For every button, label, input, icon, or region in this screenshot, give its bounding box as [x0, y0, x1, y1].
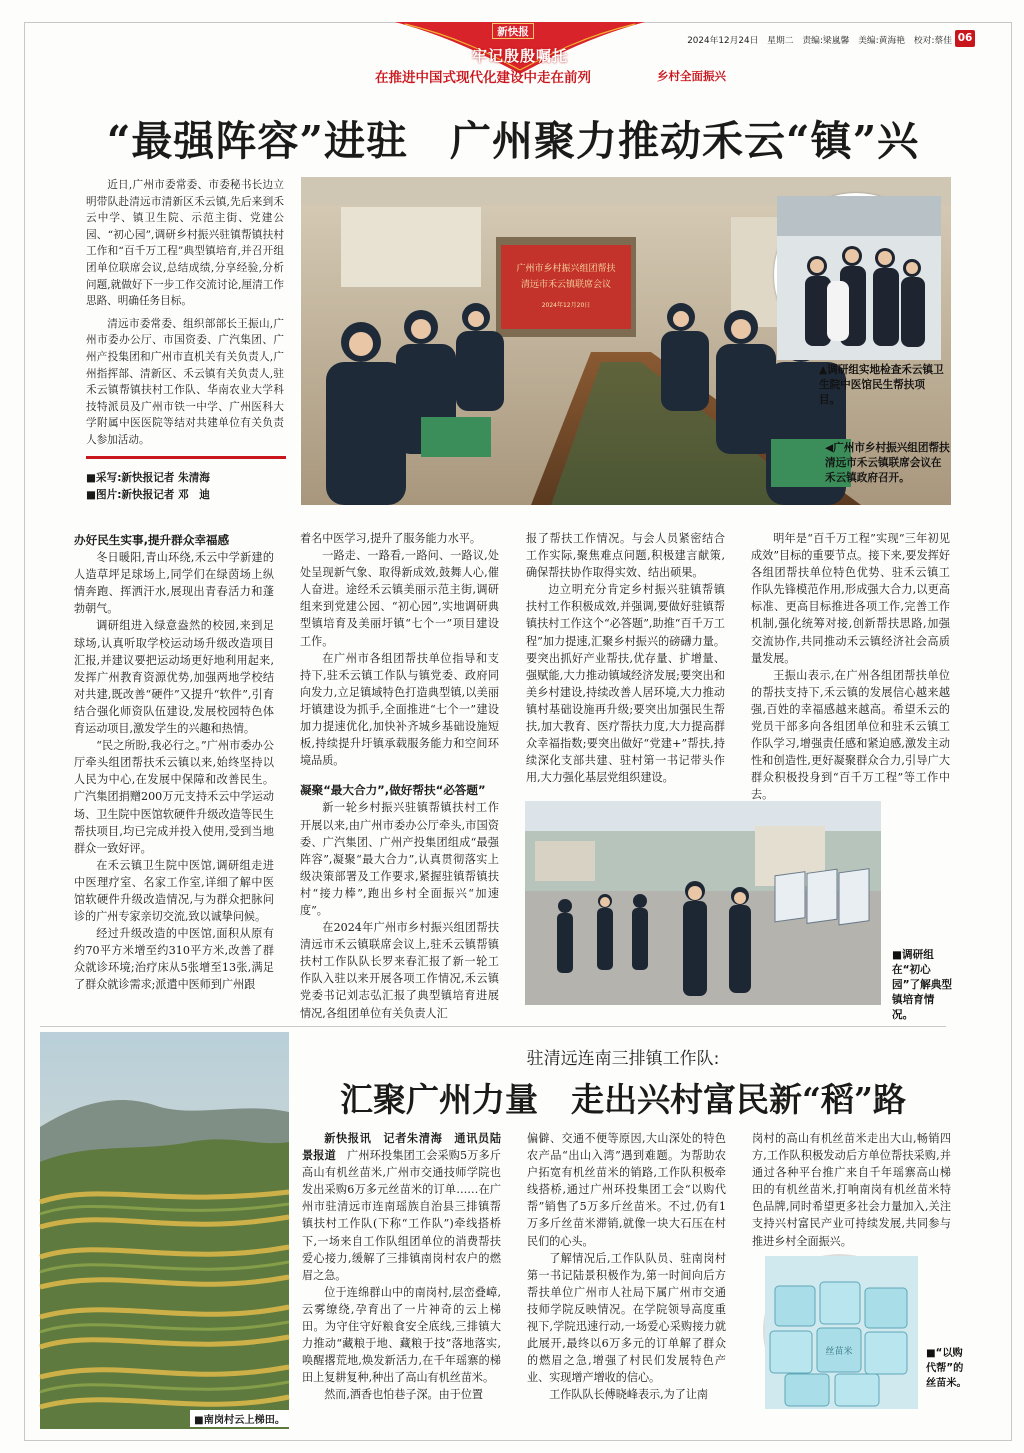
- story2-lead: 新快报讯 记者朱清海 通讯员陆景报道: [302, 1132, 501, 1163]
- paragraph: 边立明充分肯定乡村振兴驻镇帮镇扶村工作积极成效,并强调,要做好驻镇帮镇扶村工作这个“必答题”,助推“百千万工程”加力提速,汇聚乡村振兴的磅礴力量。要突出抓好产业帮扶,优存量、扩增量、强赋能,大力推动镇域经济发展;要突出和美乡村建设,持续改善人居环境,大力推动镇村基础设施再升级;要突出加强民生帮扶,加大教育、医疗帮扶力度,大力提高群众幸福指数;要突出做好“党建+”帮扶,持续深化支部共建、驻村第一书记带头作用,大力强化基层党组织建设。: [526, 583, 725, 785]
- banner-subtitle: 在推进中国式现代化建设中走在前列: [375, 70, 591, 86]
- paragraph: 着名中医学习,提升了服务能力水平。: [300, 532, 482, 545]
- credit-divider: [86, 456, 286, 459]
- paragraph: 工作队队长傅晓峰表示,为了让南: [549, 1388, 709, 1402]
- banner-title: 牢记殷殷嘱托: [471, 47, 568, 65]
- story1-col2: [300, 530, 499, 1020]
- story1-col4: [751, 530, 950, 800]
- story2-paragraph: 然而,酒香也怕巷子深。由于位置: [324, 1388, 484, 1402]
- paragraph: 岗村的高山有机丝苗米走出大山,畅销四方,工作队积极发动后方单位帮扶采购,并通过各种平台推广来自千年瑶寨高山梯田的有机丝苗米,打响南岗有机丝苗米特色品牌,同时希望更多社会力量加入,关注支持兴村富民产业可持续发展,共同参与推进乡村全面振兴。: [752, 1132, 951, 1248]
- paragraph: 王振山表示,在广州各组团帮扶单位的帮扶支持下,禾云镇的发展信心越来越强,百姓的幸福感越来越高。希望禾云的党员干部多向各组团单位和驻禾云镇工作队学习,增强责任感和紧迫感,激发主动性和创造性,更好凝聚群众合力,引导广大群众积极投身到“百千万工程”等工作中去。: [751, 668, 950, 802]
- caption-terrace: ■南岗村云上梯田。: [190, 1410, 289, 1427]
- intro-paragraph: 近日,广州市委常委、市委秘书长边立明带队赴清远市清新区禾云镇,先后来到禾云中学、镇卫生院、示范主街、党建公园、“初心园”,调研乡村振兴驻镇帮镇扶村工作和“百千万工程”典型镇培育,并召开组团单位联席会议,总结成绩,分享经验,分析问题,就做好下一步工作交流讨论,厘清工作思路、明确任务目标。: [86, 179, 284, 308]
- park-photo: [525, 801, 881, 1005]
- caption-clinic: ▲调研组实地检查禾云镇卫生院中医馆民生帮扶项目。: [819, 364, 944, 406]
- page-number: 06: [955, 30, 975, 47]
- paragraph: 冬日暖阳,青山环绕,禾云中学新建的人造草坪足球场上,同学们在绿茵场上纵情奔跑、挥洒汗水,展现出青春活力和蓬勃朝气。: [74, 551, 274, 616]
- subheading: 办好民生实事,提升群众幸福感: [74, 533, 230, 547]
- story2-col3: [752, 1130, 951, 1250]
- story2-first: 广州环投集团工会采购5万多斤高山有机丝苗米,广州市交通技师学院也发出采购6万多元丝苗米的订单……在广州市驻清远市连南瑶族自治县三排镇帮镇扶村工作队(下称“工作队”)牵线搭桥下,一场来自工作队组团单位的消费帮扶爱心接力,缓解了三排镇南岗村农户的燃眉之急。: [302, 1149, 501, 1282]
- paragraph: 了解情况后,工作队队员、驻南岗村第一书记陆景积极作为,第一时间向后方帮扶单位广州市人社局下属广州市交通技师学院反映情况。在学院领导高度重视下,学院迅速行动,一场爱心采购接力就此展开,最终以6万多元的订单解了群众的燃眉之急,增强了村民们发展特色产业、实现增产增收的信心。: [527, 1251, 726, 1385]
- subheading: 凝聚“最大合力”,做好帮扶“必答题”: [300, 783, 486, 798]
- paragraph: 偏僻、交通不便等原因,大山深处的特色农产品“出山入湾”遇到难题。为帮助农户拓宽有机丝苗米的销路,工作队积极牵线搭桥,通过广州环投集团工会“以购代帮”销售了5万多斤丝苗米。不过,仍有1万多斤丝苗米滞销,就像一块大石压在村民们的心头。: [527, 1132, 726, 1248]
- story1-headline: “最强阵容”进驻 广州聚力推动禾云“镇”兴: [106, 117, 920, 165]
- paragraph: “民之所盼,我必行之。”广州市委办公厅牵头组团帮扶禾云镇以来,始终坚持以人民为中心,在发展中保障和改善民生。广汽集团捐赠200万元支持禾云中学运动场、卫生院中医馆软硬件升级改造等民生帮扶项目,均已完成并投入使用,受到当地群众一致好评。: [74, 739, 274, 855]
- screen-text-2: 清远市禾云镇联席会议: [520, 280, 612, 290]
- clinic-inset-photo: [774, 193, 938, 357]
- section-name: 乡村全面振兴: [657, 69, 726, 83]
- paragraph: 经过升级改造的中医馆,面积从原有约70平方米增至约310平方米,改善了群众就诊环境;治疗床从5张增至13张,满足了群众就诊需求;派遣中医师到广州跟: [74, 927, 274, 992]
- story2-col1: [302, 1130, 501, 1430]
- caption-meeting: ◀广州市乡村振兴组团帮扶清远市禾云镇联席会议在禾云镇政府召开。: [825, 442, 950, 484]
- paragraph: 在广州市各组团帮扶单位指导和支持下,驻禾云镇工作队与镇党委、政府同向发力,立足镇域特色打造典型镇,以美丽圩镇建设为抓手,全面推进“七个一”建设加力提速优化,加快补齐城乡基础设施短板,持续提升圩镇承载服务能力和空间环境品质。: [300, 651, 499, 768]
- paragraph: 在禾云镇卫生院中医馆,调研组走进中医理疗室、名家工作室,详细了解中医馆软硬件升级改造情况,与为群众把脉问诊的广州专家亲切交流,致以诚挚问候。: [74, 858, 274, 924]
- story1-col3: [526, 530, 725, 796]
- rice-photo: [763, 1254, 916, 1407]
- story1-col1: [74, 532, 274, 1008]
- intro-paragraph: 清远市委常委、组织部部长王振山,广州市委办公厅、市国资委、广汽集团、广州产投集团和广州市直机关有关负责人,广州指挥部、清新区、禾云镇有关负责人,驻禾云镇帮镇扶村工作队、华南农业大学科技特派员及广州市铁一中学、广州医科大学附属中医医院等结对共建单位有关负责人参加活动。: [86, 317, 284, 446]
- credit-photo: ■图片:新快报记者 邓 迪: [86, 489, 210, 501]
- story2-col2: [527, 1130, 726, 1430]
- caption-park: ■调研组在“初心园”了解典型镇培育情况。: [892, 949, 952, 1021]
- paragraph: 报了帮扶工作情况。与会人员紧密结合工作实际,聚焦难点问题,积极建言献策,确保帮扶协作取得实效、结出硕果。: [526, 532, 725, 580]
- paragraph: 调研组进入绿意盎然的校园,来到足球场,认真听取学校运动场升级改造项目汇报,并建议要把运动场更好地利用起来,发挥广州教育资源优势,加强两地学校结对共建,既改善“硬件”又提升“软件”,引育结合强化师资队伍建设,发展校园特色体育运动项目,激发学生的兴趣和热情。: [74, 619, 274, 736]
- paragraph: 在2024年广州市乡村振兴组团帮扶清远市禾云镇联席会议上,驻禾云镇帮镇扶村工作队队长罗来春汇报了新一轮工作队入驻以来开展各项工作情况,禾云镇党委书记刘志弘汇报了典型镇培育进展情况,各组团单位有关负责人汇: [300, 921, 499, 1020]
- terrace-photo: [40, 1032, 289, 1429]
- screen-text-1: 广州市乡村振兴组团帮扶: [516, 264, 616, 274]
- dateline: 2024年12月24日 星期二 责编:梁嵐馨 美编:黄海艳 校对:蔡佳: [687, 36, 952, 46]
- caption-rice: ■“以购代帮”的丝苗米。: [926, 1348, 967, 1389]
- paragraph: 一路走、一路看,一路问、一路议,处处呈现新气象、取得新成效,鼓舞人心,催人奋进。途经禾云镇美丽示范主街,调研组来到党建公园、“初心园”,实地调研典型镇培育及美丽圩镇“七个一”项目建设工作。: [300, 549, 499, 648]
- story1-intro: [86, 177, 284, 447]
- screen-text-3: 2024年12月20日: [541, 302, 591, 309]
- story2-kicker: 驻清远连南三排镇工作队:: [526, 1049, 720, 1069]
- spacer: [300, 769, 499, 782]
- credit-writer: ■采写:新快报记者 朱清海: [86, 472, 210, 484]
- story2-paragraph: 位于连绵群山中的南岗村,层峦叠嶂,云雾缭绕,孕育出了一片神奇的云上梯田。为守住守好粮食安全底线,三排镇大力推动“藏粮于地、藏粮于技”落地落实,唤醒撂荒地,焕发新活力,在千年瑶寨的梯田上复耕复种,种出了高山有机丝苗米。: [302, 1285, 501, 1385]
- paragraph: 明年是“百千万工程”实现“三年初见成效”目标的重要节点。接下来,要发挥好各组团帮扶单位特色优势、驻禾云镇工作队先锋模范作用,形成强大合力,以更高标准、更高目标推进各项工作,完善工作机制,强化统筹对接,创新帮扶思路,加强交流协作,共同推动禾云镇经济社会高质量发展。: [751, 532, 950, 665]
- rice-bag-label: 丝苗米: [825, 1347, 853, 1357]
- story2-headline: 汇聚广州力量 走出兴村富民新“稻”路: [340, 1080, 906, 1119]
- paragraph: 新一轮乡村振兴驻镇帮镇扶村工作开展以来,由广州市委办公厅牵头,市国资委、广汽集团、广州产投集团组成“最强阵容”,凝聚“最大合力”,认真贯彻落实上级决策部署及工作要求,紧握驻镇帮镇扶村“接力棒”,跑出乡村全面振兴“加速度”。: [300, 801, 499, 917]
- news-tag: 新快报: [492, 23, 534, 39]
- story-divider: [40, 1026, 946, 1027]
